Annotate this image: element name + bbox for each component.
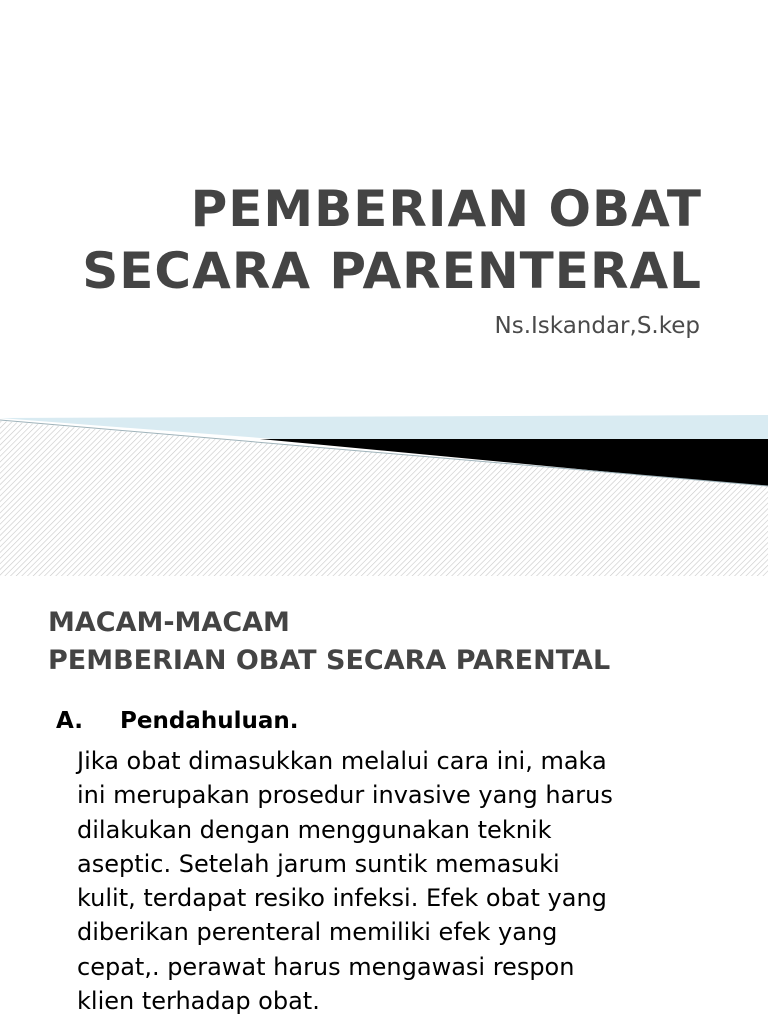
paragraph-line: kulit, terdapat resiko infeksi. Efek obat yang <box>77 884 607 913</box>
section-heading <box>56 704 298 738</box>
paragraph-line: ini merupakan prosedur invasive yang harus <box>77 781 613 810</box>
section-label: Pendahuluan. <box>120 708 299 734</box>
slide-title-line-1: PEMBERIAN OBAT <box>190 180 702 238</box>
content-heading-line-1: MACAM-MACAM <box>48 607 290 638</box>
content-heading-line-2: PEMBERIAN OBAT SECARA PARENTAL <box>48 645 611 676</box>
slide-title-line-2: SECARA PARENTERAL <box>82 242 702 300</box>
paragraph-line: Jika obat dimasukkan melalui cara ini, maka <box>77 747 607 775</box>
paragraph-line: cepat,. perawat harus mengawasi respon <box>77 952 575 981</box>
section-marker: A. <box>56 708 83 734</box>
paragraph-line: klien terhadap obat. <box>77 987 320 1016</box>
paragraph-line: aseptic. Setelah jarum suntik memasuki <box>77 849 560 878</box>
content-slide-heading <box>48 604 610 680</box>
decorative-wave-band <box>0 405 768 576</box>
body-paragraph <box>77 744 613 1018</box>
paragraph-line: diberikan perenteral memiliki efek yang <box>77 918 558 947</box>
slide-title <box>82 178 702 302</box>
slide-subtitle: Ns.Iskandar,S.kep <box>494 313 700 339</box>
paragraph-line: dilakukan dengan menggunakan teknik <box>77 815 552 844</box>
